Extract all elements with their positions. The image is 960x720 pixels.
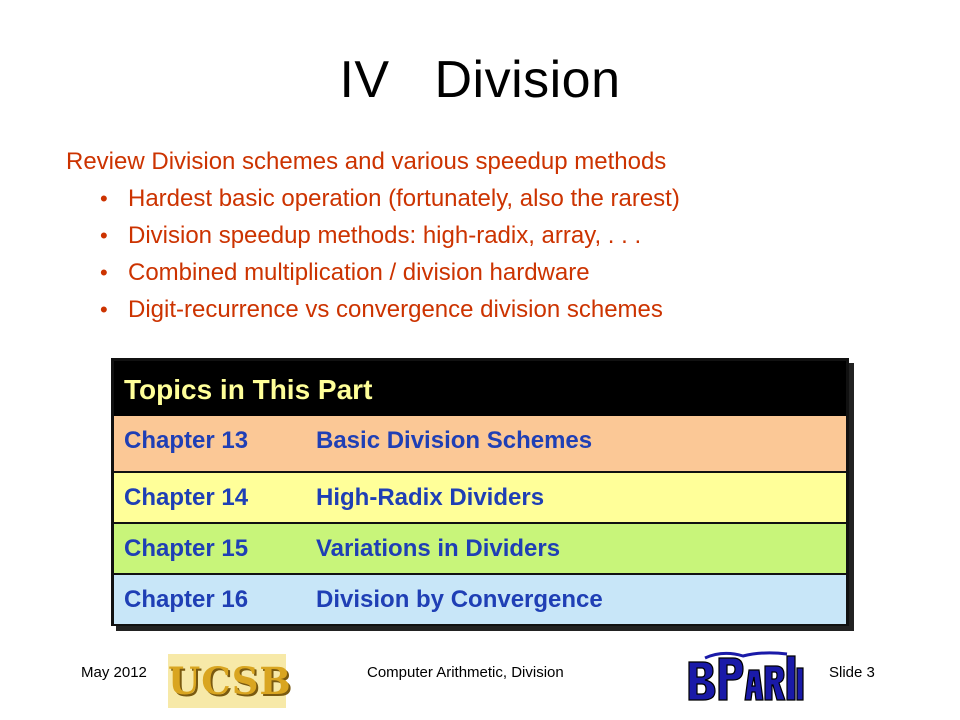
topic-row [114,471,846,522]
topic-row [114,573,846,624]
bullet-icon: • [100,297,108,322]
topics-header: Topics in This Part [114,361,846,416]
slide-title: IV Division [339,51,621,109]
chapter-title: Basic Division Schemes [316,427,593,454]
bullet-item [100,254,680,291]
bullet-text: Combined multiplication / division hardware [128,259,590,286]
bullet-text: Hardest basic operation (fortunately, also the rarest) [128,185,680,212]
ucsb-logo-text: UCSB [168,659,292,703]
ucsb-logo [168,654,292,708]
topics-table [111,358,849,626]
chapter-title: Division by Convergence [316,586,603,613]
topic-row [114,522,846,573]
footer-date: May 2012 [81,664,147,681]
bullet-item [100,291,680,328]
bullet-icon: • [100,260,108,285]
topic-row [114,416,846,471]
chapter-number: Chapter 14 [124,484,249,511]
parhami-signature-logo [683,648,805,708]
bullet-list [100,180,680,328]
intro-text: Review Division schemes and various speedup methods [66,148,667,175]
bullet-icon: • [100,186,108,211]
bullet-text: Division speedup methods: high-radix, array, . . . [128,222,642,249]
chapter-number: Chapter 13 [124,427,249,454]
bullet-icon: • [100,223,108,248]
bullet-text: Digit-recurrence vs convergence division schemes [128,296,663,323]
bullet-item [100,217,680,254]
footer-course-title: Computer Arithmetic, Division [367,664,564,681]
chapter-number: Chapter 15 [124,535,249,562]
chapter-number: Chapter 16 [124,586,249,613]
chapter-title: High-Radix Dividers [316,484,545,511]
chapter-title: Variations in Dividers [316,535,561,562]
footer-slide-number: Slide 3 [829,664,875,681]
bullet-item [100,180,680,217]
